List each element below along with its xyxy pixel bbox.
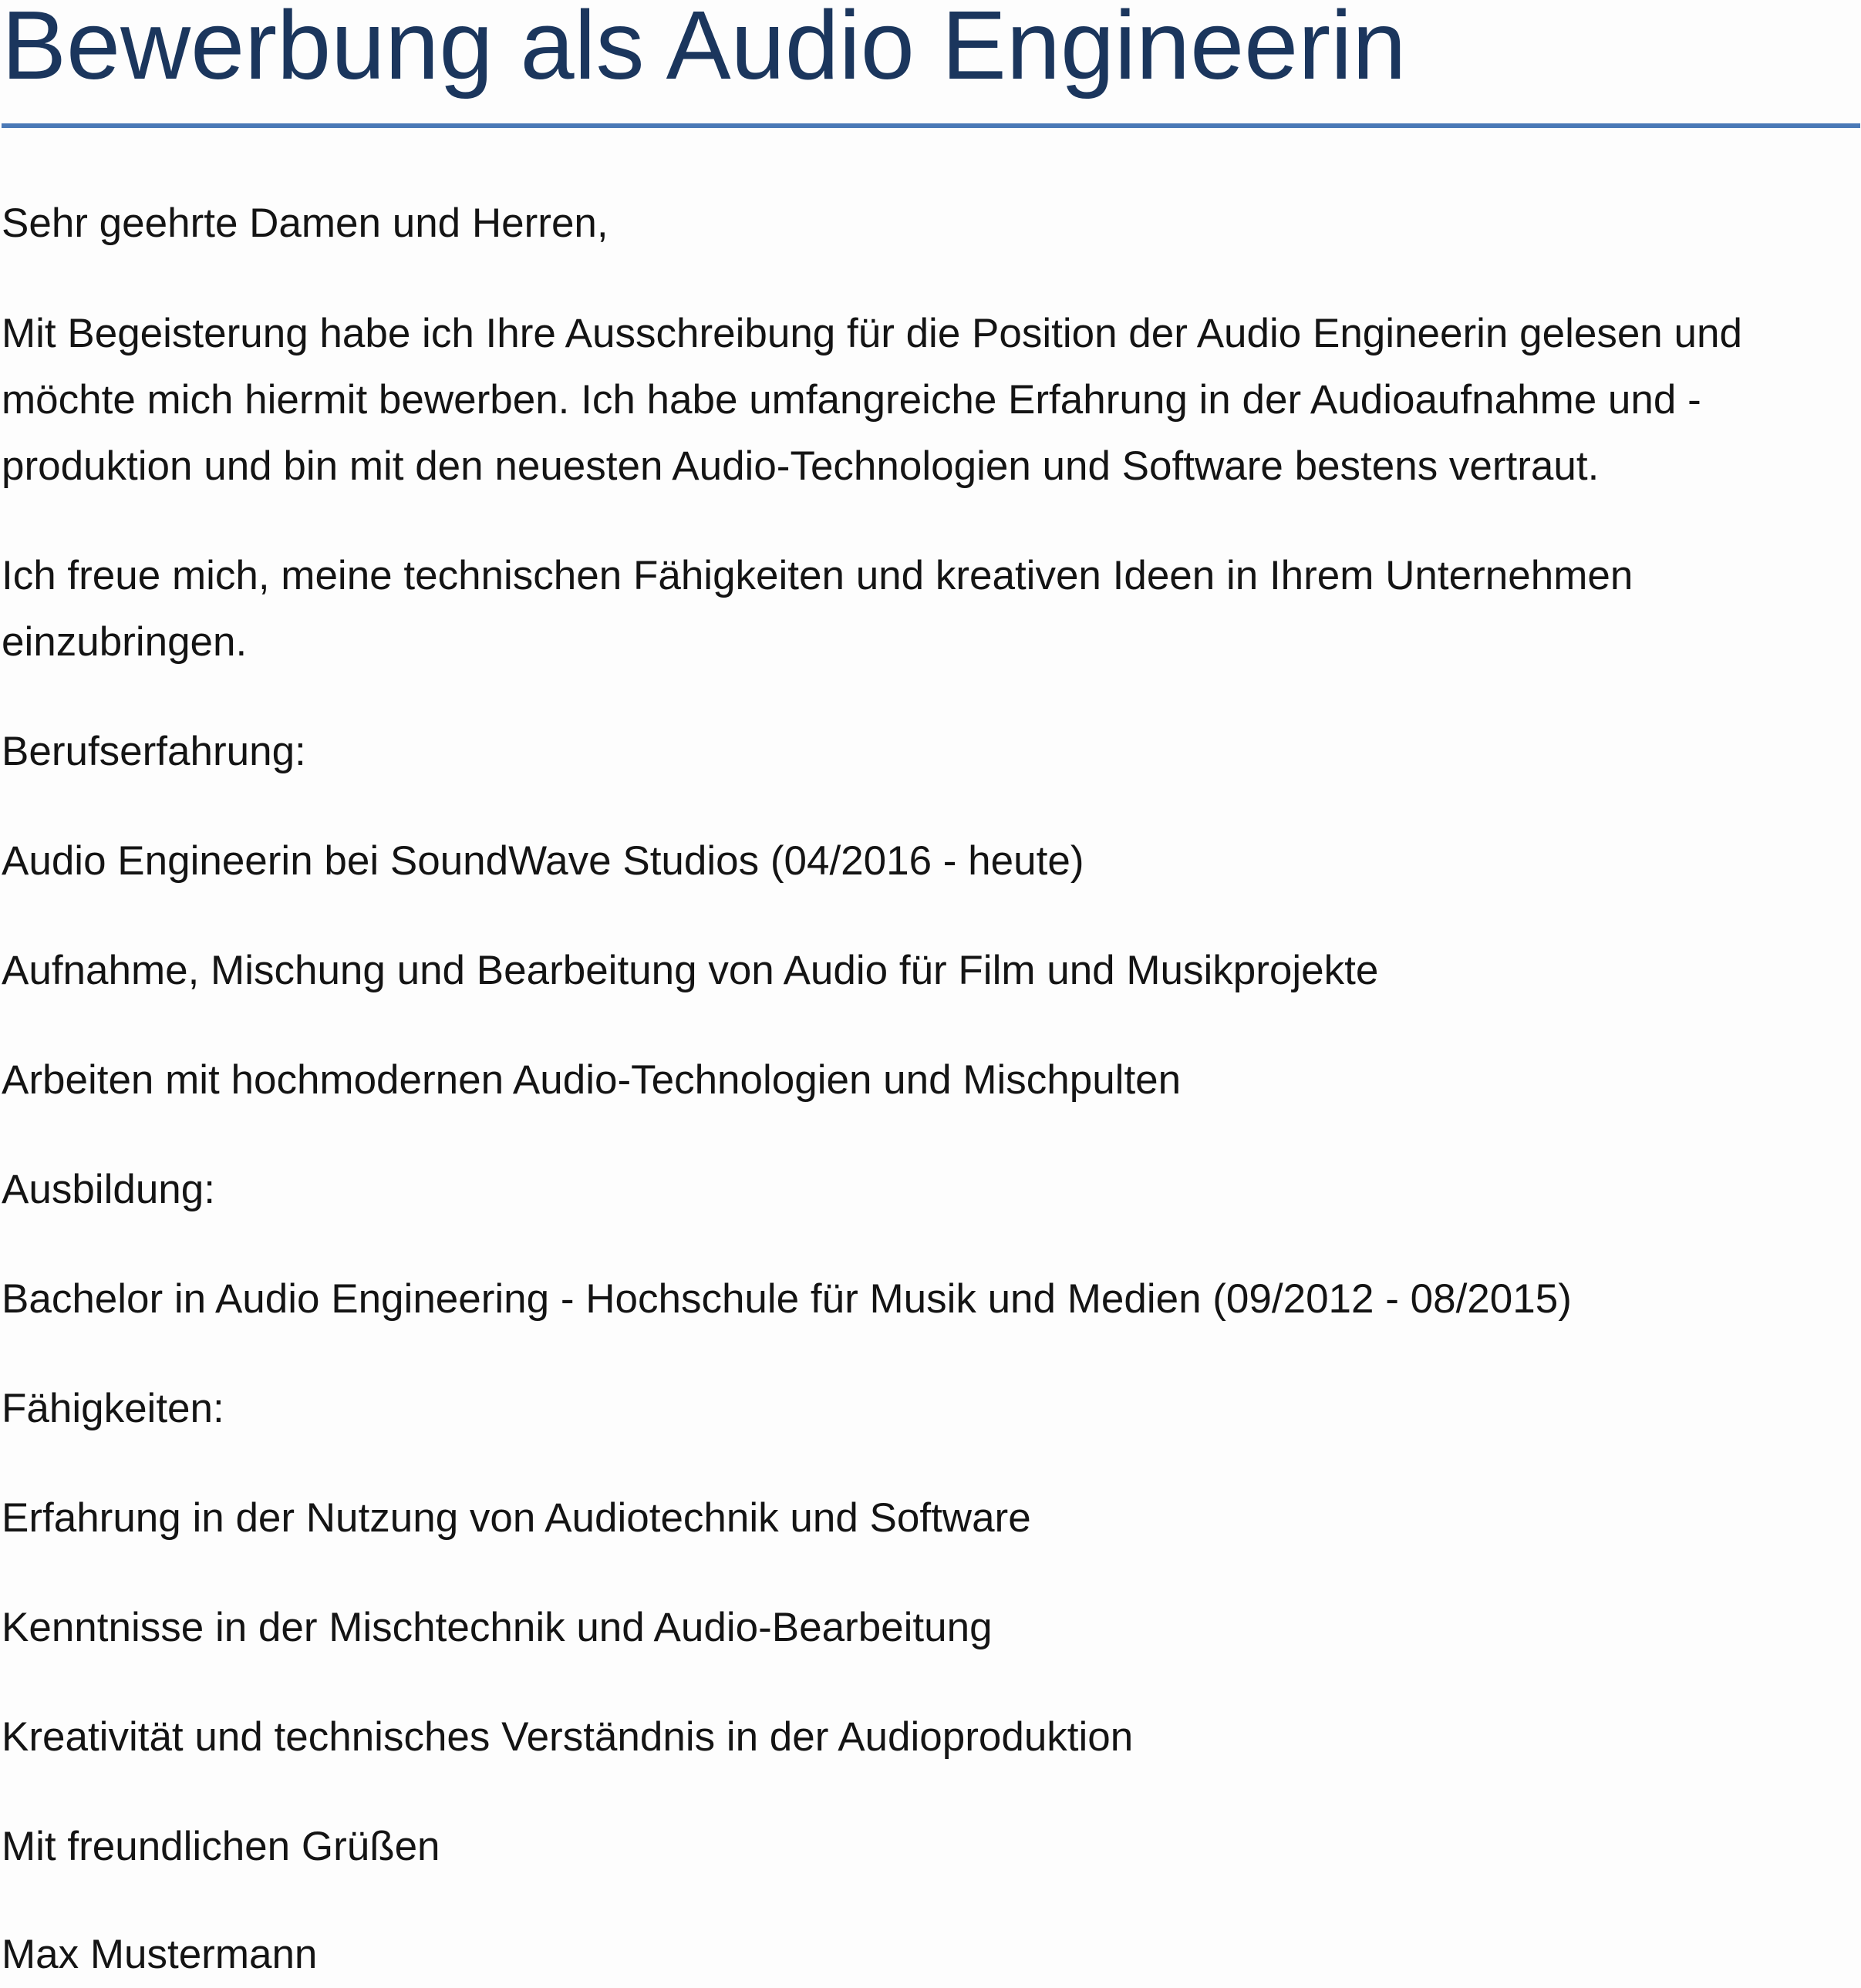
experience-heading: Berufserfahrung: (2, 729, 306, 774)
experience-position: Audio Engineerin bei SoundWave Studios (04/2016 - heute) (2, 838, 1084, 884)
skills-heading: Fähigkeiten: (2, 1386, 224, 1431)
salutation: Sehr geehrte Damen und Herren, (2, 200, 609, 246)
closing: Mit freundlichen Grüßen (2, 1824, 440, 1869)
intro-line-2: möchte mich hiermit bewerben. Ich habe umfangreiche Erfahrung in der Audioaufnahme und - (2, 377, 1701, 423)
skill-item: Kreativität und technisches Verständnis in der Audioproduktion (2, 1714, 1134, 1760)
intro-line-1: Mit Begeisterung habe ich Ihre Ausschreibung für die Position der Audio Engineerin gelesen und (2, 311, 1742, 356)
motivation-line-2: einzubringen. (2, 619, 248, 665)
motivation-line-1: Ich freue mich, meine technischen Fähigkeiten und kreativen Ideen in Ihrem Unternehmen (2, 553, 1633, 598)
title-divider (2, 123, 1860, 128)
signature: Max Mustermann (2, 1932, 318, 1977)
experience-duty: Aufnahme, Mischung und Bearbeitung von Audio für Film und Musikprojekte (2, 948, 1379, 993)
education-heading: Ausbildung: (2, 1167, 215, 1212)
letter-title: Bewerbung als Audio Engineerin (2, 0, 1407, 99)
experience-duty: Arbeiten mit hochmodernen Audio-Technologien und Mischpulten (2, 1057, 1182, 1103)
intro-line-3: produktion und bin mit den neuesten Audio-Technologien und Software bestens vertraut. (2, 443, 1600, 489)
skill-item: Erfahrung in der Nutzung von Audiotechnik und Software (2, 1495, 1031, 1541)
skill-item: Kenntnisse in der Mischtechnik und Audio-Bearbeitung (2, 1605, 993, 1650)
education-degree: Bachelor in Audio Engineering - Hochschule für Musik und Medien (09/2012 - 08/2015) (2, 1276, 1572, 1322)
